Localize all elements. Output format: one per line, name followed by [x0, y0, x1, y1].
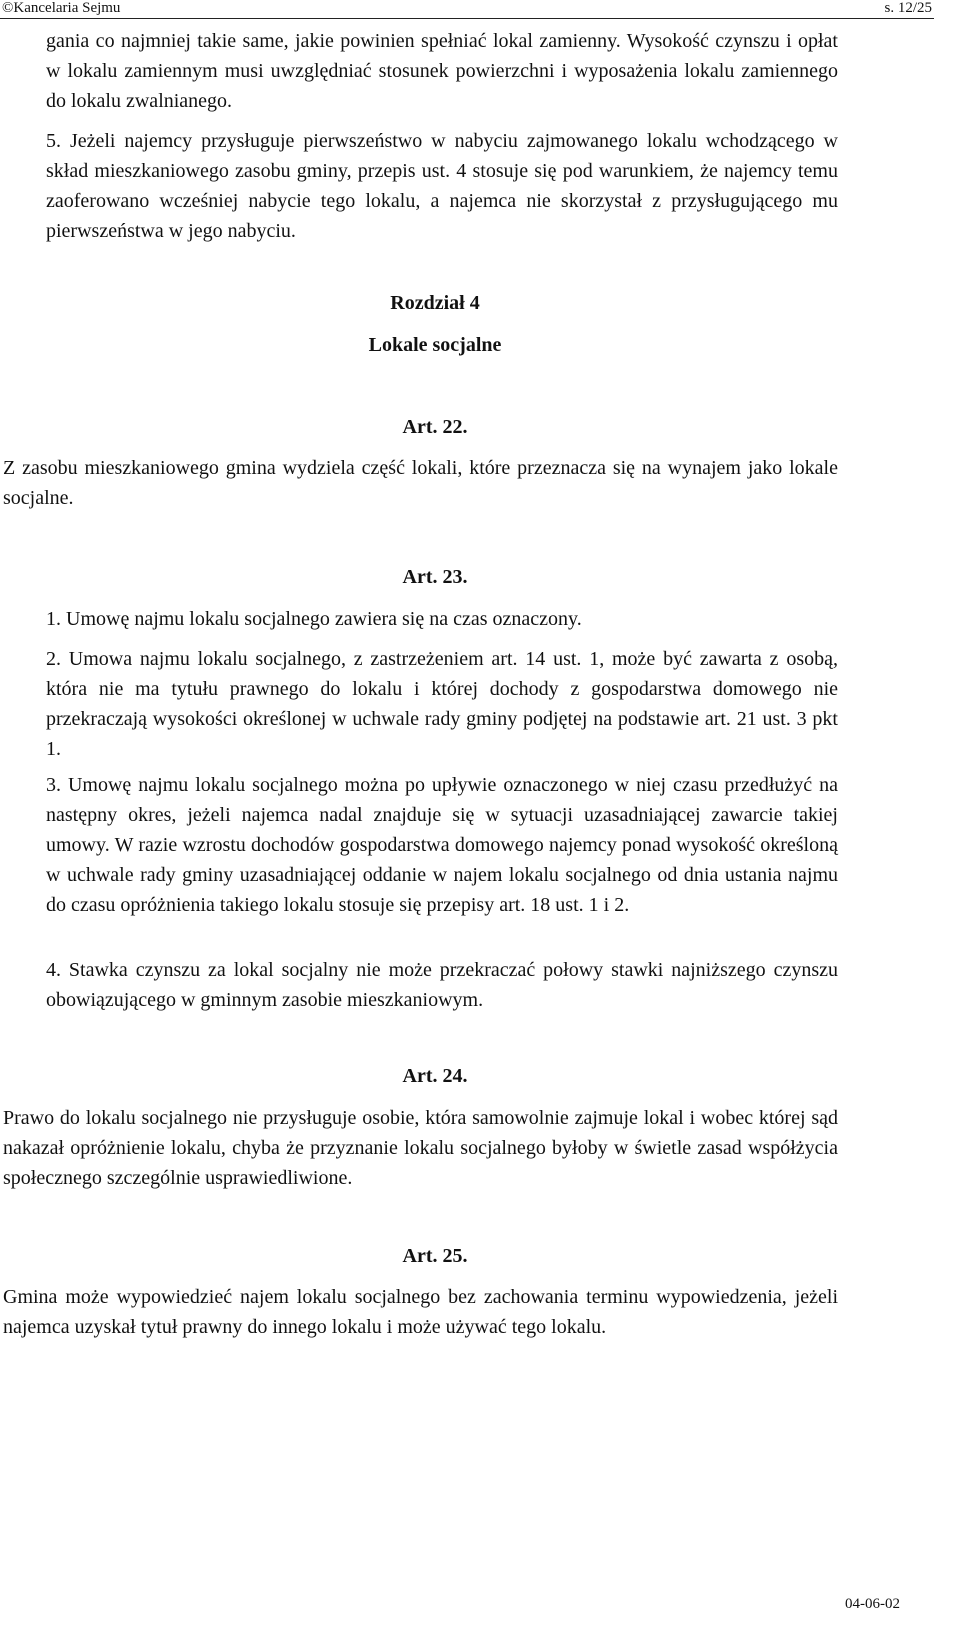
article-24-heading: Art. 24.	[402, 1065, 468, 1087]
article-24-text: Prawo do lokalu socjalnego nie przysługuje osobie, która samowolnie zajmuje lokal i wobec której sąd nakazał opróżnienie lokalu, chyba że przyznanie lokalu socjalnego byłoby w świetle zasad współżycia społecznego szczególnie usprawiedliwione.	[3, 1107, 838, 1189]
header-divider	[0, 18, 934, 19]
article-23-ust-1: 1. Umowę najmu lokalu socjalnego zawiera się na czas oznaczony.	[46, 608, 582, 630]
article-22-heading: Art. 22.	[402, 416, 468, 438]
article-23-heading: Art. 23.	[402, 566, 468, 588]
chapter-title: Lokale socjalne	[368, 334, 502, 356]
paragraph-ust-5: 5. Jeżeli najemcy przysługuje pierwszeństwo w nabyciu zajmowanego lokalu wchodzącego w skład mieszkaniowego zasobu gminy, przepis ust. 4 stosuje się pod warunkiem, że najemcy temu zaoferowano wcześniej nabycie tego lokalu, a najemca nie skorzystał z przysługującego mu pierwszeństwa w jego nabyciu.	[46, 130, 838, 242]
article-23-ust-4: 4. Stawka czynszu za lokal socjalny nie może przekraczać połowy stawki najniższego czynszu obowiązującego w gminnym zasobie mieszkaniowym.	[46, 959, 838, 1011]
article-23-ust-2: 2. Umowa najmu lokalu socjalnego, z zastrzeżeniem art. 14 ust. 1, może być zawarta z osobą, która nie ma tytułu prawnego do lokalu i której dochody z gospodarstwa domowego nie przekraczają wysokości określonej w uchwale rady gminy podjętej na podstawie art. 21 ust. 3 pkt 1.	[46, 648, 838, 760]
document-date: 04-06-02	[845, 1596, 900, 1612]
article-22-text: Z zasobu mieszkaniowego gmina wydziela część lokali, które przeznacza się na wynajem jako lokale socjalne.	[3, 457, 838, 509]
publisher-label: ©Kancelaria Sejmu	[2, 0, 121, 16]
article-25-text: Gmina może wypowiedzieć najem lokalu socjalnego bez zachowania terminu wypowiedzenia, jeżeli najemca uzyskał tytuł prawny do innego lokalu i może używać tego lokalu.	[3, 1286, 838, 1338]
paragraph-continuation: gania co najmniej takie same, jakie powinien spełniać lokal zamienny. Wysokość czynszu i opłat w lokalu zamiennym musi uwzględniać stosunek powierzchni i wyposażenia lokalu zamiennego do lokalu zwalnianego.	[46, 30, 838, 112]
article-25-heading: Art. 25.	[402, 1245, 468, 1267]
page-number: s. 12/25	[884, 0, 932, 16]
chapter-number: Rozdział 4	[390, 292, 480, 314]
page-header	[0, 0, 960, 18]
article-23-ust-3: 3. Umowę najmu lokalu socjalnego można po upływie oznaczonego w niej czasu przedłużyć na następny okres, jeżeli najemca nadal znajduje się w sytuacji uzasadniającej zawarcie takiej umowy. W razie wzrostu dochodów gospodarstwa domowego najemcy ponad wysokość określoną w uchwale rady gminy uzasadniającej oddanie w najem lokalu socjalnego od dnia ustania najmu do czasu opróżnienia takiego lokalu stosuje się przepisy art. 18 ust. 1 i 2.	[46, 774, 838, 916]
